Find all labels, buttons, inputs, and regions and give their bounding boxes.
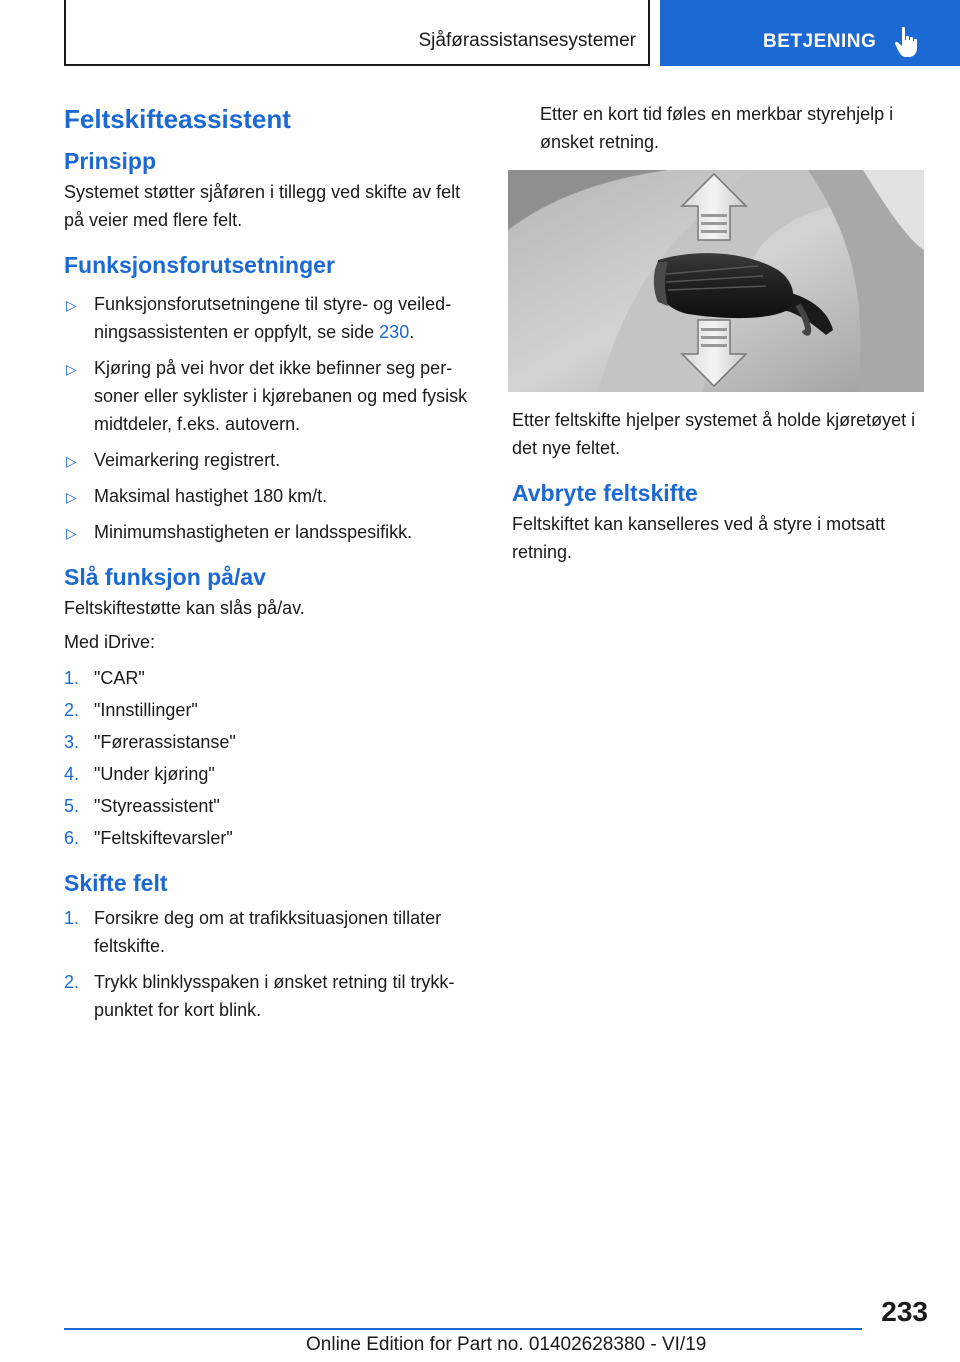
list-item <box>64 290 478 346</box>
section-title: Sjåførassistansesystemer <box>418 30 636 51</box>
requirement-text: Veimarkering registrert. <box>94 450 281 470</box>
step-text: "Under kjøring" <box>94 764 215 784</box>
step-text: Forsikre deg om at trafikksituasjonen tillater feltskifte. <box>94 908 442 956</box>
list-item <box>64 968 478 1024</box>
requirement-text: Kjøring på vei hvor det ikke befinner seg personer eller syklister i kjørebanen og med fysisk midtdeler, f.eks. autovern. <box>94 358 468 434</box>
list-item <box>64 482 478 510</box>
step-text: "CAR" <box>94 668 145 688</box>
chapter-tab[interactable] <box>660 0 960 66</box>
assist-text: Etter en kort tid føles en merkbar styrehjelp i ønsket retning. <box>540 104 894 152</box>
idrive-steps <box>64 664 478 852</box>
toggle-text: Feltskiftestøtte kan slås på/av. <box>64 598 305 618</box>
page-title: Feltskifteassistent <box>64 104 291 134</box>
step-number: 6. <box>64 828 80 848</box>
requirement-text: Minimumshastigheten er landsspesifikk. <box>94 522 413 542</box>
principle-text: Systemet støtter sjåføren i tillegg ved skifte av felt på veier med flere felt. <box>64 182 461 230</box>
page-number: 233 <box>881 1296 928 1327</box>
turn-signal-lever-illustration <box>508 170 924 392</box>
list-item <box>64 728 478 756</box>
list-item <box>64 904 478 960</box>
step-text: Trykk blinklysspaken i ønsket retning til trykkpunktet for kort blink. <box>94 972 455 1020</box>
lever-illustration-svg <box>508 170 924 392</box>
hand-pointer-icon <box>894 26 920 58</box>
list-item <box>64 446 478 474</box>
triangle-bullet-icon: ▷ <box>66 525 77 541</box>
step-text: "Innstillinger" <box>94 700 198 720</box>
list-item <box>64 518 478 546</box>
requirement-period: . <box>409 322 415 342</box>
step-number: 3. <box>64 732 80 752</box>
triangle-bullet-icon: ▷ <box>66 297 77 313</box>
chapter-tab-label: BETJENING <box>763 31 877 52</box>
edition-text: Online Edition for Part no. 01402628380 - VI/19 <box>306 1334 707 1355</box>
change-lane-heading: Skifte felt <box>64 870 168 896</box>
idrive-text: Med iDrive: <box>64 632 156 652</box>
step-text: "Førerassistanse" <box>94 732 236 752</box>
cancel-heading: Avbryte feltskifte <box>512 480 698 506</box>
list-item <box>64 696 478 724</box>
triangle-bullet-icon: ▷ <box>66 361 77 377</box>
toggle-heading: Slå funksjon på/av <box>64 564 266 590</box>
after-change-text: Etter feltskifte hjelper systemet å holde kjøretøyet i det nye feltet. <box>512 410 916 458</box>
step-number: 1. <box>64 668 80 688</box>
cancel-text: Feltskiftet kan kanselleres ved å styre i motsatt retning. <box>512 514 886 562</box>
requirements-heading: Funksjonsforutsetninger <box>64 252 335 278</box>
change-lane-steps <box>64 904 478 1024</box>
list-item <box>64 792 478 820</box>
step-number: 1. <box>64 908 80 928</box>
step-text: "Styreassistent" <box>94 796 220 816</box>
requirement-text: Funksjonsforutsetningene til styre- og veiledningsassistenten er oppfylt, se side <box>94 294 452 342</box>
header-section-box <box>64 0 650 66</box>
step-number: 2. <box>64 700 80 720</box>
step-number: 2. <box>64 972 80 992</box>
step-number: 5. <box>64 796 80 816</box>
list-item <box>64 824 478 852</box>
right-column <box>508 100 924 566</box>
triangle-bullet-icon: ▷ <box>66 453 77 469</box>
step-number: 4. <box>64 764 80 784</box>
requirement-text: Maksimal hastighet 180 km/t. <box>94 486 328 506</box>
list-item <box>64 354 478 438</box>
step-text: "Feltskiftevarsler" <box>94 828 233 848</box>
requirements-list <box>64 290 478 546</box>
principle-heading: Prinsipp <box>64 148 157 174</box>
list-item <box>64 664 478 692</box>
left-column <box>64 100 478 1032</box>
triangle-bullet-icon: ▷ <box>66 489 77 505</box>
list-item <box>64 760 478 788</box>
footer-divider <box>64 1328 862 1330</box>
page-link[interactable]: 230 <box>379 322 410 342</box>
